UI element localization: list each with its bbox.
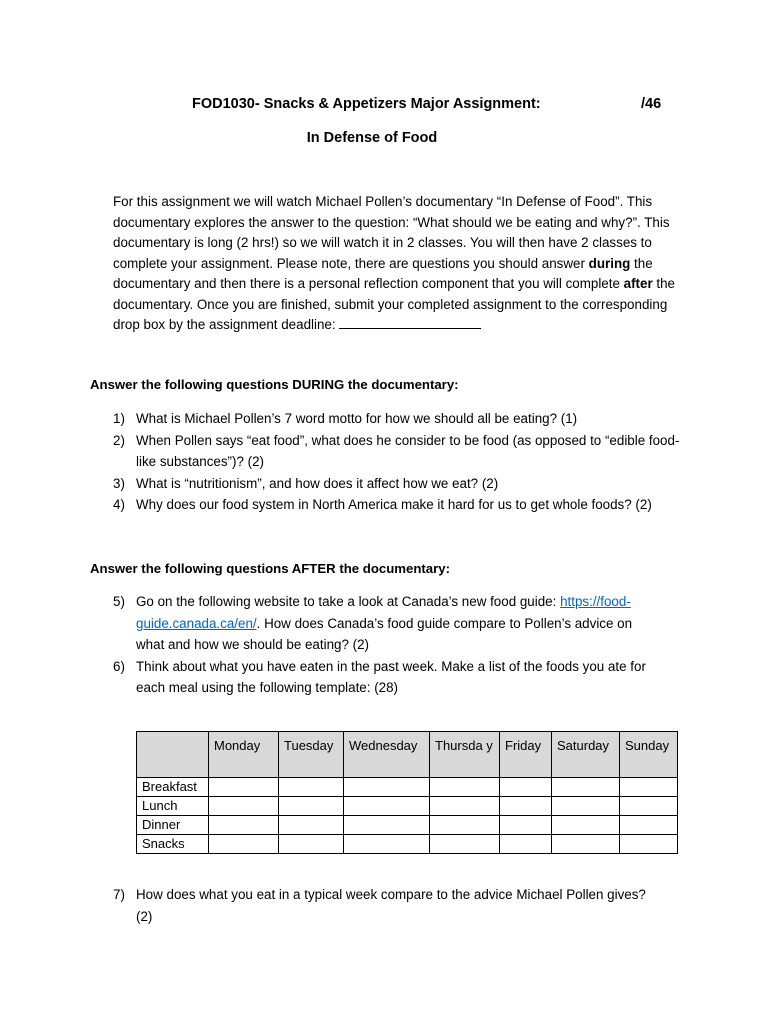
- page-title: [192, 96, 672, 112]
- during-heading: Answer the following questions DURING the documentary:: [90, 377, 459, 392]
- meal-cell[interactable]: [620, 835, 678, 854]
- meal-cell[interactable]: [209, 778, 279, 797]
- question-text-after: . How does Canada’s food guide compare to Pollen’s advice on what and how we should be eating? (2): [136, 615, 633, 652]
- question-7: [113, 884, 658, 927]
- meal-label-dinner: Dinner: [137, 816, 209, 835]
- question-text: What is Michael Pollen’s 7 word motto for how we should all be eating? (1): [136, 411, 578, 426]
- meal-cell[interactable]: [500, 797, 552, 816]
- meal-cell[interactable]: [500, 835, 552, 854]
- meal-cell[interactable]: [344, 816, 430, 835]
- question-text: How does what you eat in a typical week compare to the advice Michael Pollen gives? (2): [136, 887, 646, 924]
- meal-cell[interactable]: [344, 778, 430, 797]
- meal-cell[interactable]: [500, 816, 552, 835]
- during-question-list: [113, 408, 683, 516]
- meal-label-lunch: Lunch: [137, 797, 209, 816]
- day-header-tuesday: Tuesday: [279, 732, 344, 778]
- meal-cell[interactable]: [620, 816, 678, 835]
- day-header-friday: Friday: [500, 732, 552, 778]
- meal-cell[interactable]: [344, 835, 430, 854]
- question-number: 4): [113, 497, 125, 512]
- table-corner-cell: [137, 732, 209, 778]
- question-1: [113, 408, 683, 430]
- meal-label-snacks: Snacks: [137, 835, 209, 854]
- page-subtitle: In Defense of Food: [306, 130, 438, 146]
- table-row: [137, 835, 678, 854]
- meal-cell[interactable]: [209, 816, 279, 835]
- question-number: 2): [113, 432, 125, 448]
- meal-cell[interactable]: [209, 835, 279, 854]
- meal-label-breakfast: Breakfast: [137, 778, 209, 797]
- question-text-before: Go on the following website to take a look at Canada’s new food guide:: [136, 594, 561, 609]
- question-number: 6): [113, 658, 125, 674]
- table-row: [137, 797, 678, 816]
- question-number: 1): [113, 411, 125, 426]
- meal-cell[interactable]: [552, 816, 620, 835]
- day-header-sunday: Sunday: [620, 732, 678, 778]
- question-2: [113, 430, 683, 473]
- after-heading: Answer the following questions AFTER the documentary:: [90, 561, 450, 576]
- table-header-row: [137, 732, 678, 778]
- meal-cell[interactable]: [430, 835, 500, 854]
- table-row: [137, 778, 678, 797]
- question-5: [113, 591, 658, 656]
- meal-cell[interactable]: [279, 778, 344, 797]
- score-total: /46: [641, 96, 662, 112]
- question-number: 5): [113, 594, 125, 609]
- meal-template-table: [136, 731, 678, 854]
- final-question-list: [113, 884, 658, 927]
- meal-cell[interactable]: [430, 816, 500, 835]
- meal-cell[interactable]: [279, 816, 344, 835]
- meal-cell[interactable]: [552, 797, 620, 816]
- day-header-saturday: Saturday: [552, 732, 620, 778]
- meal-cell[interactable]: [552, 778, 620, 797]
- question-number: 7): [113, 887, 125, 902]
- meal-cell[interactable]: [430, 797, 500, 816]
- day-header-thursday: Thursda y: [430, 732, 500, 778]
- question-4: [113, 494, 683, 516]
- intro-part-2: the documentary and then there is a personal reflection component that you will complete: [113, 255, 653, 291]
- food-guide-link[interactable]: https://food-guide.canada.ca/en/: [136, 594, 631, 631]
- meal-cell[interactable]: [344, 797, 430, 816]
- title-text: FOD1030- Snacks & Appetizers Major Assignment:: [192, 96, 541, 112]
- question-text: Think about what you have eaten in the past week. Make a list of the foods you ate for each meal using the following template: (28): [136, 658, 646, 695]
- intro-part-1: For this assignment we will watch Michael Pollen’s documentary “In Defense of Food”. This documentary explores the answer to the question: “What should we be eating and why?”. This documentary is long (2 hrs!) so we will watch it in 2 classes. You will then have 2 classes to complete your assignment. Please note, there are questions you should answer: [113, 194, 670, 271]
- intro-paragraph: [113, 192, 693, 336]
- after-question-list: [113, 591, 658, 699]
- question-number: 3): [113, 475, 125, 491]
- meal-cell[interactable]: [279, 835, 344, 854]
- meal-cell[interactable]: [209, 797, 279, 816]
- meal-cell[interactable]: [552, 835, 620, 854]
- meal-cell[interactable]: [620, 797, 678, 816]
- deadline-blank[interactable]: [339, 315, 481, 329]
- intro-part-3: the documentary. Once you are finished, submit your completed assignment to the corresponding drop box by the assignment deadline:: [113, 276, 675, 332]
- intro-bold-after: after: [623, 276, 653, 291]
- question-text: What is “nutritionism”, and how does it affect how we eat? (2): [136, 475, 499, 491]
- day-header-wednesday: Wednesday: [344, 732, 430, 778]
- meal-cell[interactable]: [500, 778, 552, 797]
- question-text: Why does our food system in North America make it hard for us to get whole foods? (2): [136, 497, 652, 512]
- meal-cell[interactable]: [430, 778, 500, 797]
- question-3: [113, 473, 683, 495]
- meal-cell[interactable]: [620, 778, 678, 797]
- intro-bold-during: during: [588, 255, 631, 271]
- day-header-monday: Monday: [209, 732, 279, 778]
- meal-cell[interactable]: [279, 797, 344, 816]
- question-text: When Pollen says “eat food”, what does he consider to be food (as opposed to “edible food-like substances”)? (2): [136, 432, 680, 469]
- question-6: [113, 656, 658, 699]
- table-row: [137, 816, 678, 835]
